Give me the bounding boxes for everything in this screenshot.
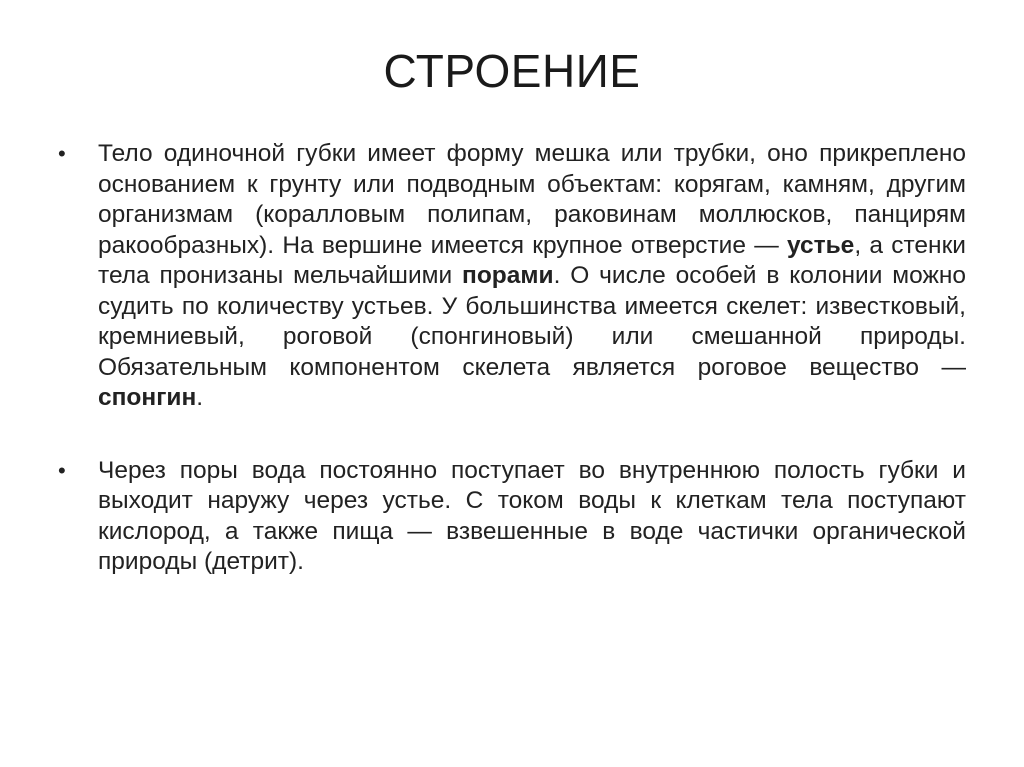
slide-content: [58, 139, 966, 578]
bullet-paragraph-2: [58, 456, 966, 578]
slide-title: СТРОЕНИЕ: [383, 45, 641, 97]
paragraph-text-1: [98, 139, 966, 414]
bullet-paragraph-1: [58, 139, 966, 414]
term-pory: порами: [462, 262, 554, 289]
text-segment: .: [196, 384, 204, 411]
text-segment: . О числе особей в колонии можно судить по количеству устьев. У большинства имеется скелет: известковый, кремниевый, роговой (спонгиновый) или смешанной природы. Обязательным компонентом скелета является роговое вещество —: [98, 262, 967, 381]
text-segment: , а стенки тела пронизаны мельчайшими: [98, 231, 966, 289]
text-segment: Тело одиночной губки имеет форму мешка или трубки, оно прикреплено основанием к грунту или подводным объектам: корягам, камням, другим организмам (коралловым полипам, раковинам моллюсков, панцирям ракообразных). На вершине имеется крупное отверстие —: [98, 140, 966, 259]
term-ustye: устье: [786, 231, 855, 259]
text-segment: Через поры вода постоянно поступает во внутреннюю полость губки и выходит наружу через устье. С током воды к клеткам тела поступают кислород, а также пища — взвешенные в воде частички органической природы (детрит).: [98, 456, 966, 575]
paragraph-text-2: [98, 456, 966, 578]
bullet-icon: •: [58, 141, 66, 166]
term-spongin: спонгин: [98, 384, 197, 411]
bullet-icon: •: [58, 457, 66, 483]
